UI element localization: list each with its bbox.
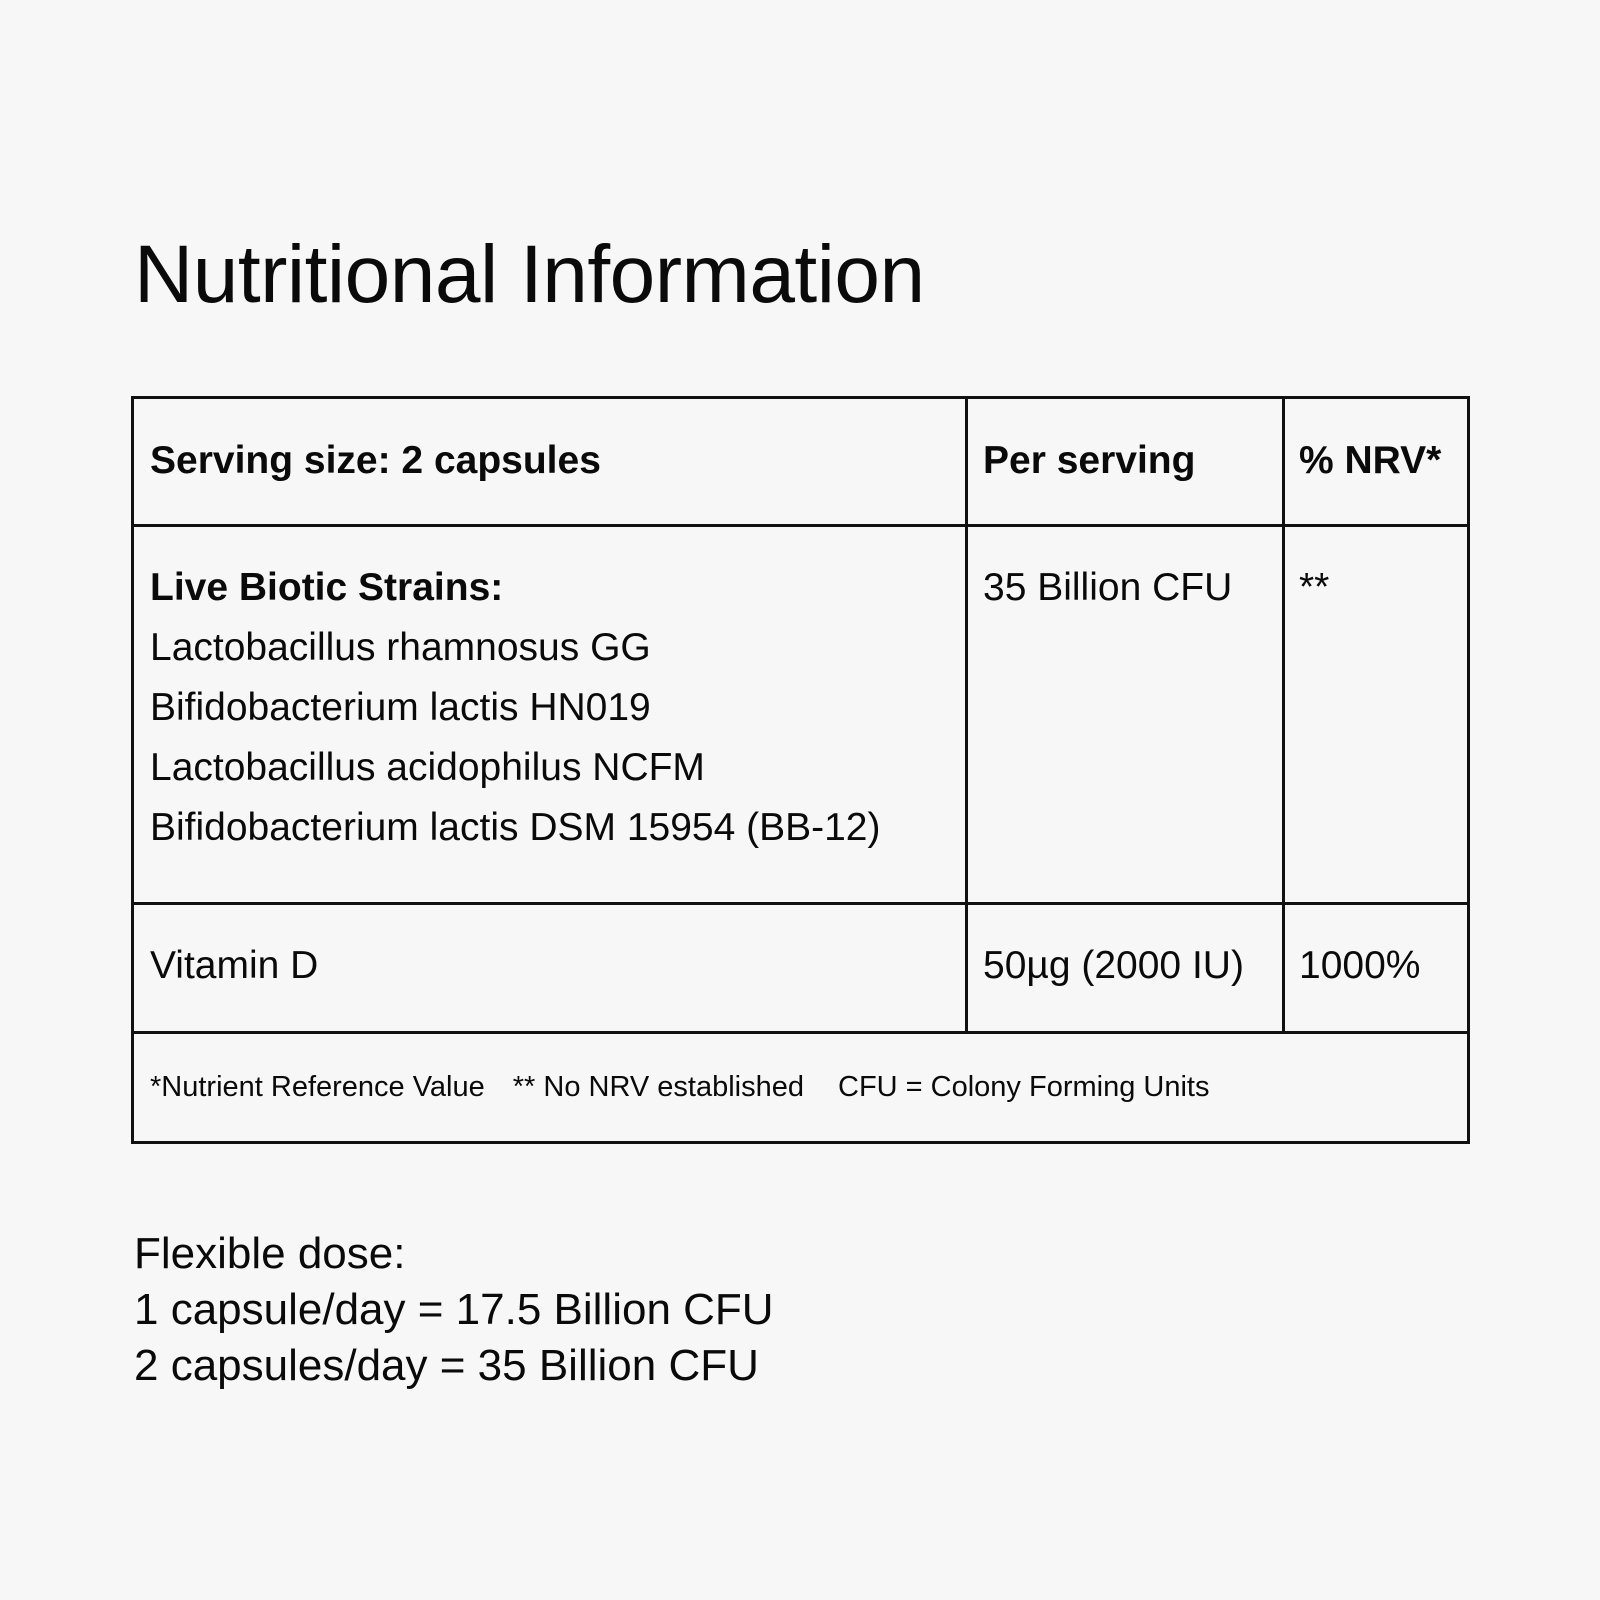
strains-per-serving: 35 Billion CFU <box>983 566 1233 609</box>
vitamin-d-nrv: 1000% <box>1299 944 1421 987</box>
strain-item: Lactobacillus acidophilus NCFM <box>150 746 705 789</box>
strains-nrv: ** <box>1299 566 1330 609</box>
strains-cell <box>150 558 880 858</box>
footnote-cfu: CFU = Colony Forming Units <box>838 1071 1210 1103</box>
dose-line: 1 capsule/day = 17.5 Billion CFU <box>134 1285 774 1334</box>
header-serving-size: Serving size: 2 capsules <box>150 439 601 482</box>
dose-line: 2 capsules/day = 35 Billion CFU <box>134 1341 759 1390</box>
strains-heading: Live Biotic Strains: <box>150 566 504 609</box>
footnote-nrv: *Nutrient Reference Value <box>150 1071 485 1103</box>
page-title: Nutritional Information <box>134 229 925 320</box>
row-divider-vitamin <box>134 1031 1467 1034</box>
vitamin-d-name: Vitamin D <box>150 944 319 987</box>
footnote-no-nrv: ** No NRV established <box>512 1071 804 1103</box>
strain-list <box>150 618 880 858</box>
strain-item: Bifidobacterium lactis DSM 15954 (BB-12) <box>150 806 881 849</box>
column-divider-1 <box>965 399 968 1031</box>
column-divider-2 <box>1282 399 1285 1031</box>
row-divider-strains <box>134 902 1467 905</box>
nutrition-table <box>131 396 1470 1144</box>
flexible-dose <box>134 1226 774 1394</box>
header-nrv: % NRV* <box>1299 439 1442 482</box>
dose-heading: Flexible dose: <box>134 1229 406 1278</box>
strain-item: Lactobacillus rhamnosus GG <box>150 626 651 669</box>
header-per-serving: Per serving <box>983 439 1196 482</box>
vitamin-d-per-serving: 50µg (2000 IU) <box>983 944 1244 987</box>
footnotes <box>150 1071 1209 1104</box>
header-divider <box>134 524 1467 527</box>
strain-item: Bifidobacterium lactis HN019 <box>150 686 651 729</box>
